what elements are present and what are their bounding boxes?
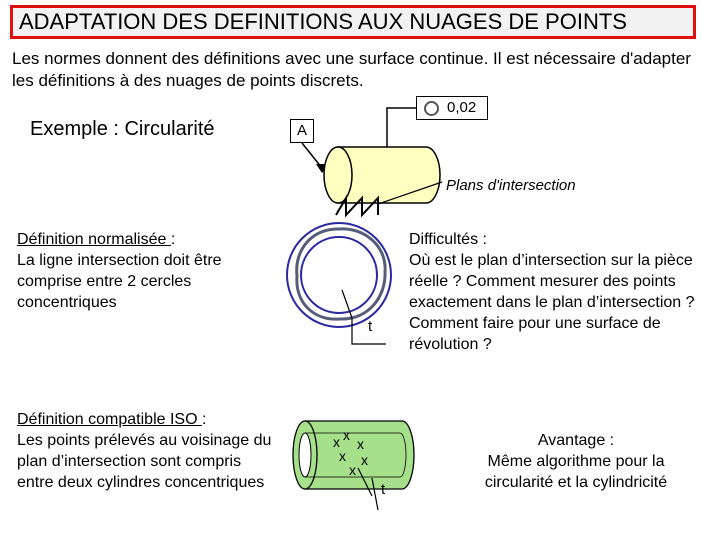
difficulties [409, 229, 699, 355]
advantage-heading: Avantage : [537, 432, 615, 449]
definition-iso-heading: Définition compatible ISO [17, 411, 202, 428]
definition-iso-colon: : [201, 411, 207, 428]
svg-text:x: x [343, 427, 350, 443]
plans-label: Plans d'intersection [446, 177, 576, 194]
t-label-bottom: t [381, 481, 386, 498]
t-label-top: t [368, 318, 373, 335]
definition-norm-colon: : [170, 231, 176, 248]
cylinder-drawing [324, 147, 440, 203]
advantage [456, 430, 696, 493]
circularity-icon [424, 101, 439, 116]
difficulties-heading: Difficultés : [409, 231, 487, 248]
svg-text:x: x [361, 452, 368, 468]
difficulties-body: Où est le plan d’intersection sur la pièce réelle ? Comment mesurer des points exactement dans le plan d’intersection ? Comment faire pour une surface de révolution ? [409, 252, 695, 353]
definition-norm-body: La ligne intersection doit être comprise entre 2 cercles concentriques [17, 252, 222, 311]
example-label: Exemple : Circularité [30, 118, 215, 140]
svg-text:x: x [333, 434, 340, 450]
definition-iso [17, 409, 279, 493]
svg-text:x: x [357, 436, 364, 452]
svg-text:x: x [339, 448, 346, 464]
intro-text: Les normes donnent des définitions avec une surface continue. Il est nécessaire d'adapter les définitions à des nuages de points discrets. [12, 49, 691, 90]
datum-box: A [290, 119, 314, 143]
svg-text:x: x [349, 462, 356, 478]
definition-norm-heading: Définition normalisée [17, 231, 171, 248]
concentric-circles [287, 223, 391, 327]
definition-iso-body: Les points prélevés au voisinage du plan d’intersection sont compris entre deux cylindres concentriques [17, 432, 272, 491]
page-title: ADAPTATION DES DEFINITIONS AUX NUAGES DE POINTS [10, 5, 696, 39]
iso-tube [293, 421, 414, 489]
tolerance-value: 0,02 [447, 99, 477, 116]
advantage-line1: Même algorithme pour la [487, 453, 665, 470]
definition-norm [17, 229, 257, 313]
advantage-line2: circularité et la cylindricité [484, 474, 668, 491]
t-dimension-line [342, 290, 352, 318]
tolerance-frame [416, 96, 488, 120]
